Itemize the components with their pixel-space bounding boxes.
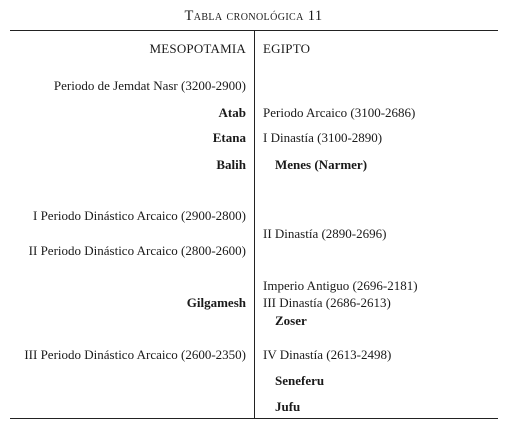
meso-gilgamesh: Gilgamesh [186, 295, 246, 310]
egipto-periodo-arcaico: Periodo Arcaico (3100-2686) [263, 105, 416, 120]
meso-etana: Etana [212, 130, 246, 145]
egipto-jufu: Jufu [275, 399, 301, 414]
egipto-menes: Menes (Narmer) [275, 157, 368, 172]
meso-pda-1: I Periodo Dinástico Arcaico (2900-2800) [32, 208, 246, 223]
meso-jemdat-nasr: Periodo de Jemdat Nasr (3200-2900) [53, 78, 246, 93]
meso-pda-2: II Periodo Dinástico Arcaico (2800-2600) [28, 243, 246, 258]
egipto-zoser: Zoser [275, 313, 307, 328]
meso-atab: Atab [218, 105, 246, 120]
egipto-dinastia-1: I Dinastía (3100-2890) [263, 130, 383, 145]
column-divider [254, 30, 255, 418]
bottom-rule [10, 418, 498, 419]
egipto-dinastia-3: III Dinastía (2686-2613) [263, 295, 391, 310]
egipto-dinastia-4: IV Dinastía (2613-2498) [263, 347, 392, 362]
meso-balih: Balih [216, 157, 246, 172]
egipto-seneferu: Seneferu [275, 373, 325, 388]
table-caption: Tabla cronológica 11 [184, 8, 323, 24]
meso-pda-3: III Periodo Dinástico Arcaico (2600-2350) [24, 347, 246, 362]
egipto-imperio-antiguo: Imperio Antiguo (2696-2181) [263, 278, 418, 293]
header-mesopotamia: MESOPOTAMIA [149, 41, 246, 56]
egipto-dinastia-2: II Dinastía (2890-2696) [263, 226, 387, 241]
header-egipto: EGIPTO [263, 41, 311, 56]
